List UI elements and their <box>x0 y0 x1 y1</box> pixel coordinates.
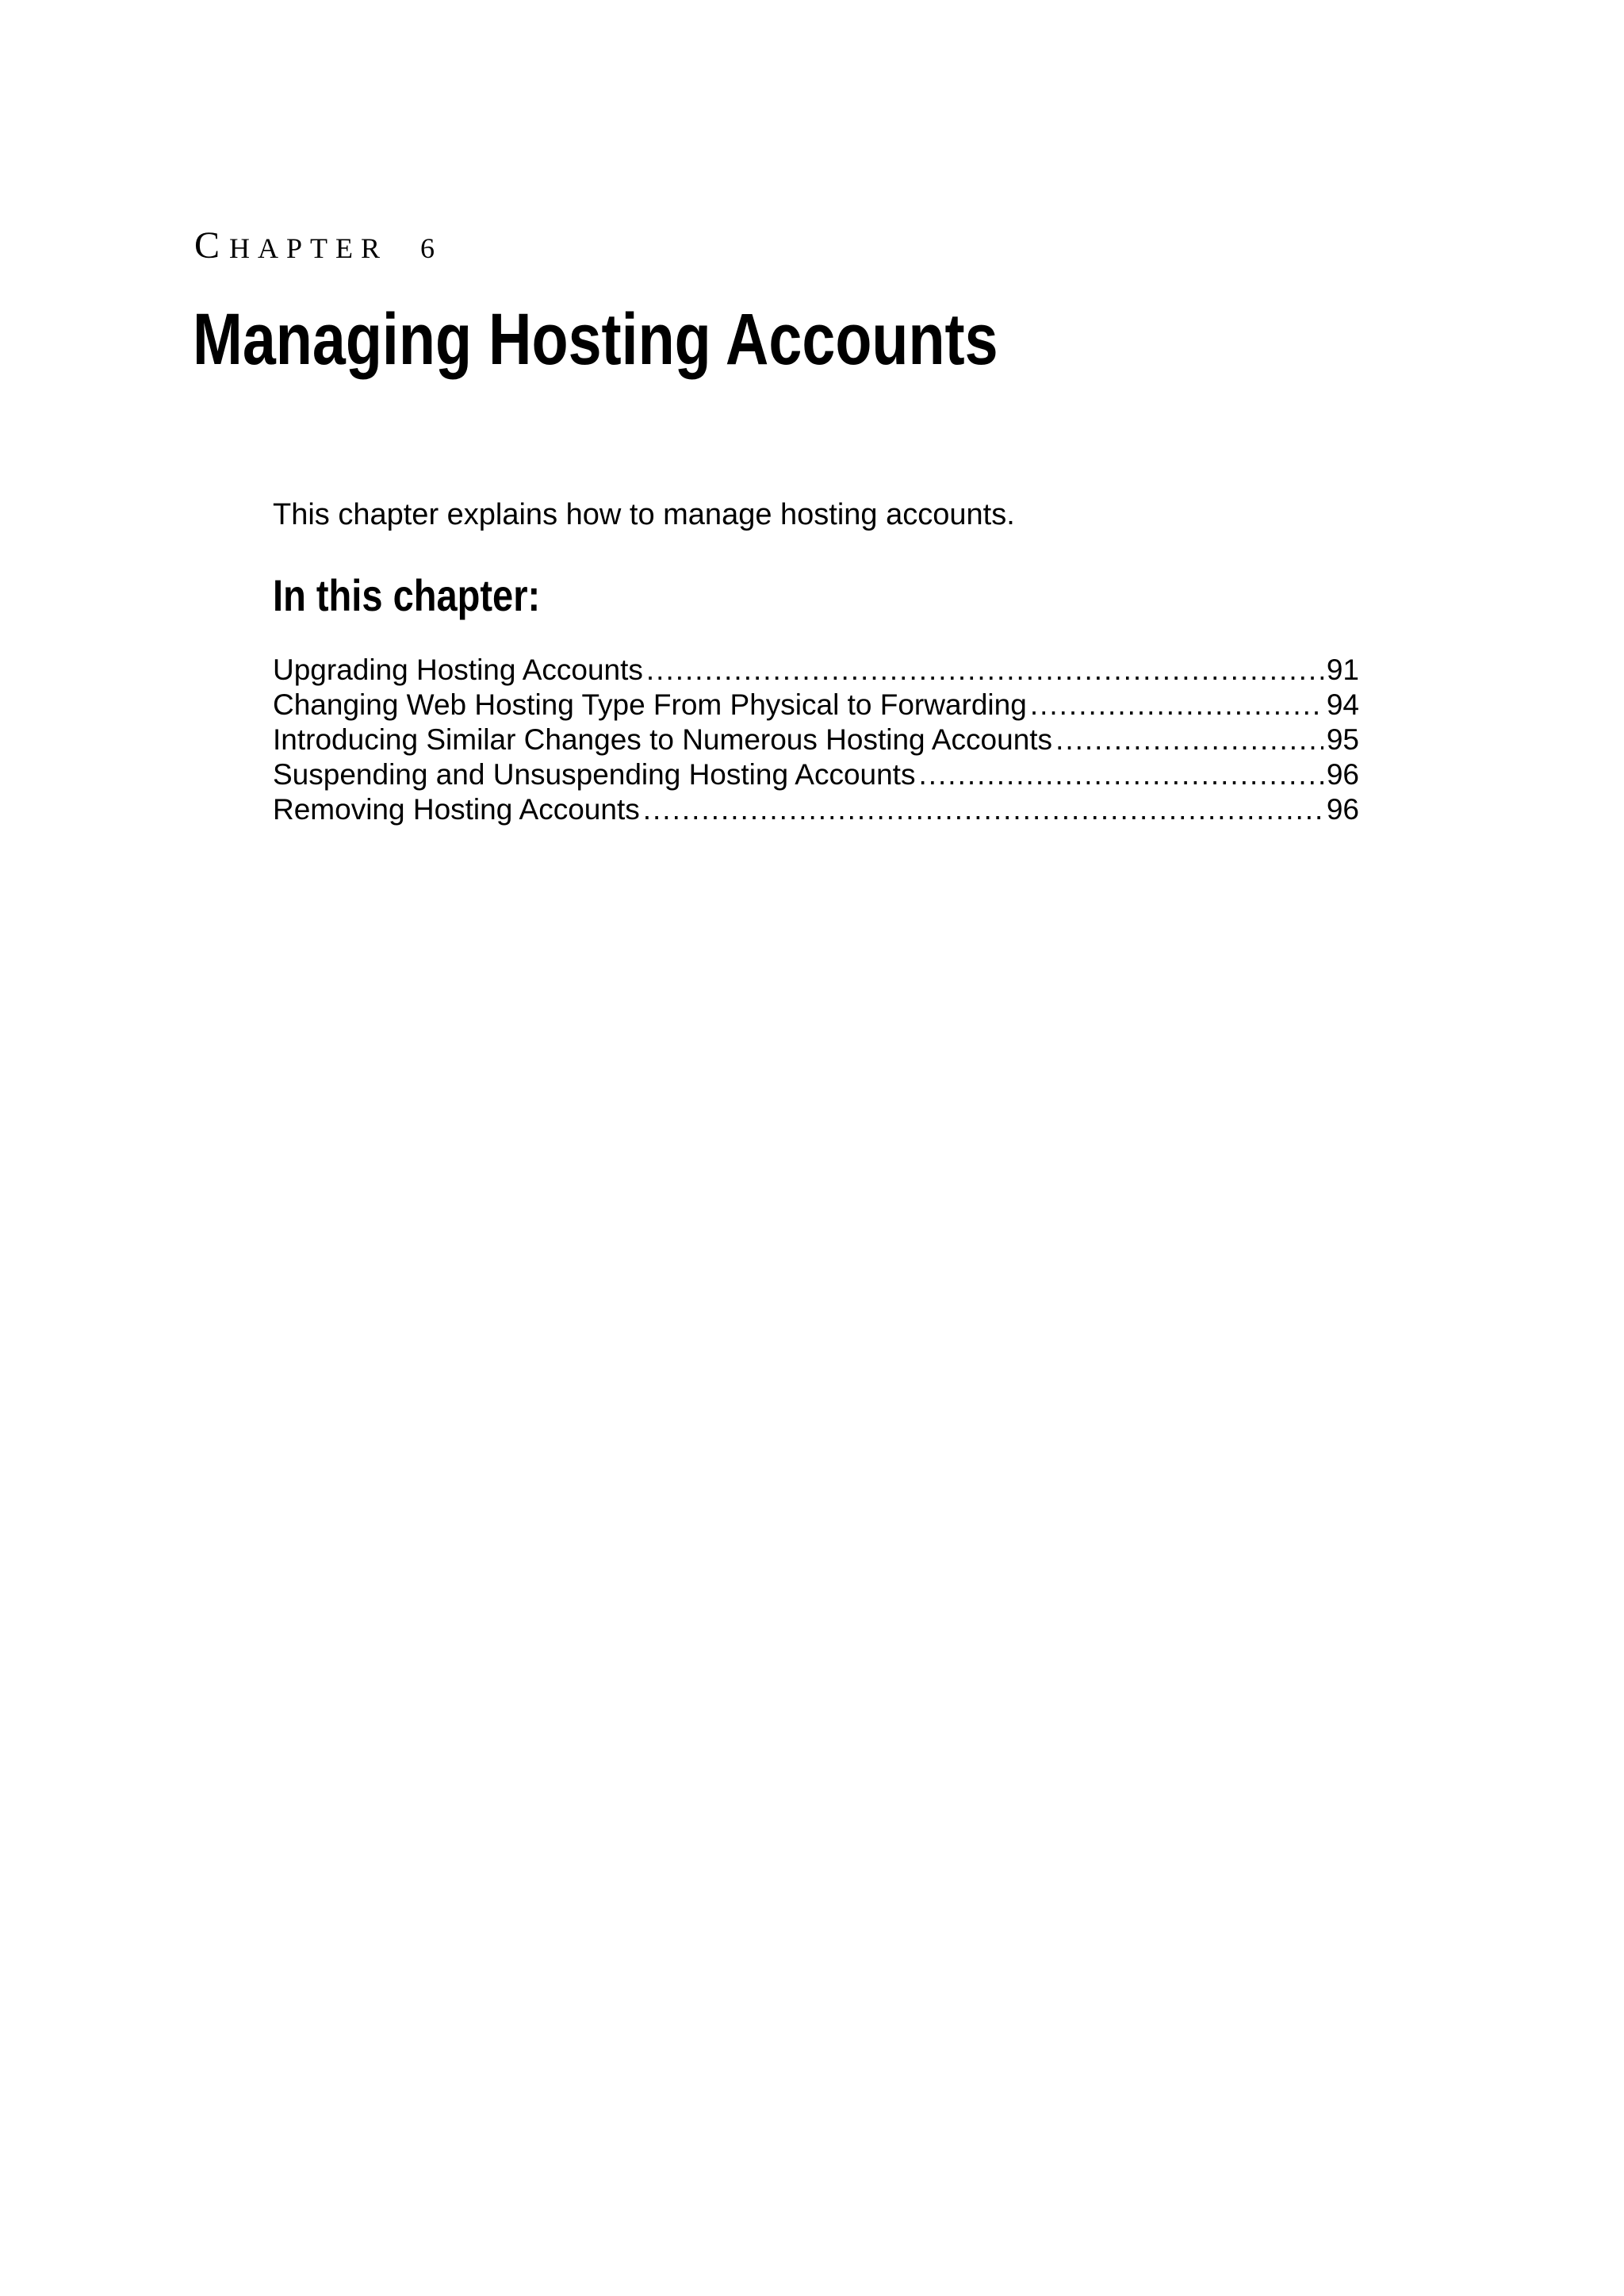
section-heading: In this chapter: <box>273 570 541 620</box>
toc-entry-title[interactable]: Changing Web Hosting Type From Physical to Forwarding <box>273 688 1027 721</box>
table-of-contents <box>273 653 1359 827</box>
toc-page-number[interactable]: 91 <box>1326 654 1359 686</box>
toc-page-number[interactable]: 95 <box>1326 723 1359 756</box>
toc-entry[interactable] <box>273 723 1359 757</box>
chapter-title: Managing Hosting Accounts <box>193 299 998 380</box>
toc-entry[interactable] <box>273 792 1359 827</box>
toc-entry[interactable] <box>273 688 1359 723</box>
toc-entry-title[interactable]: Upgrading Hosting Accounts <box>273 654 643 686</box>
toc-dot-leader <box>643 792 1323 827</box>
toc-page-number[interactable]: 96 <box>1326 758 1359 791</box>
toc-entry[interactable] <box>273 757 1359 792</box>
toc-entry[interactable] <box>273 653 1359 688</box>
toc-page-number[interactable]: 94 <box>1326 688 1359 721</box>
toc-dot-leader <box>1030 688 1323 723</box>
chapter-label-initial: C <box>194 224 230 266</box>
chapter-intro: This chapter explains how to manage hosting accounts. <box>273 498 1015 531</box>
toc-entry-title[interactable]: Removing Hosting Accounts <box>273 793 640 826</box>
toc-entry-title[interactable]: Suspending and Unsuspending Hosting Accounts <box>273 758 916 791</box>
toc-entry-title[interactable]: Introducing Similar Changes to Numerous Hosting Accounts <box>273 723 1053 756</box>
chapter-label <box>194 224 443 266</box>
toc-dot-leader <box>1055 723 1323 757</box>
toc-dot-leader <box>918 757 1323 792</box>
toc-dot-leader <box>646 653 1323 688</box>
chapter-label-word: HAPTER <box>229 232 389 264</box>
toc-page-number[interactable]: 96 <box>1326 793 1359 826</box>
chapter-number: 6 <box>420 232 443 264</box>
